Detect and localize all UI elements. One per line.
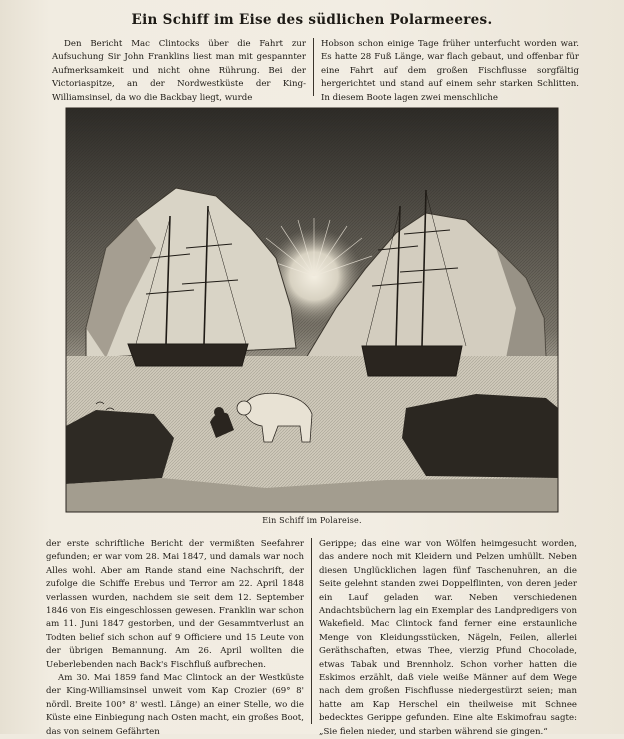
top-right-column — [321, 38, 579, 103]
column-divider-top — [313, 38, 314, 96]
bottom-left-column — [46, 538, 304, 737]
bottom-right-text: Gerippe; das eine war von Wölfen heimgesucht worden, das andere noch mit Kleidern und Pelzen umhüllt. Neben diesen Unglücklichen lagen fünf Taschenuhren, an die Seite gelehnt standen zwei Doppelflinten, von deren jeder ein Lauf geladen war. Neben verschiedenen Andachtsbüchern lag ein Exemplar des Landpredigers von Wakefield. Mac Clintock fand ferner eine erstaunliche Menge von Kleidungsstücken, Nägeln, Feilen, allerlei Geräthschaften, etwas Thee, vierzig Pfund Chocolade, etwas Tabak und Brennholz. Schon vorher hatten die Eskimos erzählt, daß viele weiße Männer auf dem Wege nach dem großen Fischflusse niedergestürzt seien; man hatte am Kap Herschel ein theilweise mit Schnee bedecktes Gerippe gefunden. Eine alte Eskimofrau sagte: „Sie fielen nieder, und starben während sie gingen.“ — [319, 539, 577, 737]
bottom-left-paragraph-1: der erste schriftliche Bericht der vermißten Seefahrer gefunden; er war vom 28. Mai 1847, und damals war noch Alles wohl. Aber am Rande stand eine Nachschrift, der zufolge die Schiffe Erebus und Terror am 22. April 1848 verlassen wurden, nachdem sie seit dem 12. September 1846 von Eis eingeschlossen gewesen. Franklin war schon am 11. Juni 1847 gestorben, und der Gesammtverlust an Todten belief sich schon auf 9 Officiere und 15 Leute von der übrigen Bemannung. Am 26. April wollten die Ueberlebenden nach Back's Fischfluß aufbrechen. — [46, 539, 304, 670]
top-left-column — [52, 38, 306, 103]
bottom-left-paragraph-2: Am 30. Mai 1859 fand Mac Clintock an der Westküste der King-Williamsinsel unweit vom Kap Crozier (69° 8' nördl. Breite 100° 8' westl. Länge) an einer Stelle, wo die Küste eine Einbiegung nach Osten macht, ein großes Boot, das von seinem Gefährten — [46, 673, 304, 737]
top-left-text: Den Bericht Mac Clintocks über die Fahrt zur Aufsuchung Sir John Franklins liest man mit gespannter Aufmerksamkeit und nicht ohne Rührung. Bei der Victoriaspitze, an der Nordwestküste der King-Williamsinsel, da wo die Backbay liegt, wurde — [52, 39, 306, 103]
bottom-right-column — [319, 538, 577, 737]
page-title: Ein Schiff im Eise des südlichen Polarmeeres. — [131, 12, 493, 28]
engraving-illustration — [66, 108, 558, 512]
ice-floe-right — [402, 394, 558, 478]
column-divider-bottom — [311, 538, 312, 724]
top-right-text: Hobson schon einige Tage früher unterfucht worden war. Es hatte 28 Fuß Länge, war flach gebaut, und offenbar für eine Fahrt auf dem großen Fischflusse sorgfältig hergerichtet und stand auf einem sehr starken Schlitten. In diesem Boote lagen zwei menschliche — [321, 39, 579, 103]
figure-caption: Ein Schiff im Polareise. — [262, 516, 362, 525]
ice-floe-left — [66, 410, 174, 484]
